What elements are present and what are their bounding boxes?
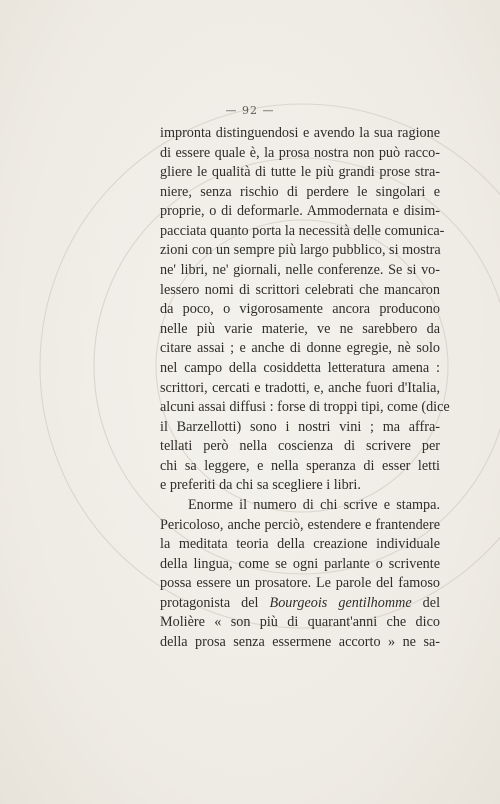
- text-line: chi sa leggere, e nella speranza di esser letti: [160, 457, 440, 474]
- text-line: della lingua, come se ogni parlante o scrivente: [160, 555, 440, 572]
- italic-title: Bourgeois gentilhomme: [269, 594, 412, 611]
- text-line: Molière « son più di quarant'anni che dico: [160, 614, 440, 631]
- text-line-with-italic: [160, 594, 440, 614]
- text-line: il Barzellotti) sono i nostri vini ; ma affra-: [160, 418, 440, 435]
- text-line: da poco, o vigorosamente ancora producono: [160, 301, 440, 318]
- text-line: Pericoloso, anche perciò, estendere e frantendere: [160, 516, 440, 533]
- text-line: lessero nomi di scrittori celebrati che mancaron: [160, 281, 440, 298]
- text-line: niere, senza rischio di perdere le singolari e: [160, 183, 440, 200]
- text-line: della prosa senza essermene accorto » ne sa-: [160, 634, 440, 651]
- text-line: pacciata quanto porta la necessità delle comunica-: [160, 222, 445, 239]
- text-line: di essere quale è, la prosa nostra non può racco-: [160, 144, 440, 161]
- text-line: e preferiti da chi sa scegliere i libri.: [160, 477, 361, 494]
- text-line: tellati però nella coscienza di scrivere per: [160, 438, 440, 455]
- text-line: nel campo della cosiddetta letteratura amena :: [160, 359, 440, 376]
- text-fragment: protagonista del: [160, 594, 259, 611]
- page-number: — 92 —: [225, 104, 275, 117]
- text-line: la meditata teoria della creazione individuale: [160, 536, 440, 553]
- text-line: proprie, o di deformarle. Ammodernata e disim-: [160, 203, 440, 220]
- text-line: citare assai ; e anche di donne egregie, nè solo: [160, 340, 440, 357]
- text-line: Enorme il numero di chi scrive e stampa.: [188, 496, 440, 513]
- text-line: possa essere un prosatore. Le parole del famoso: [160, 575, 440, 592]
- text-fragment: del: [422, 594, 441, 611]
- text-line: nelle più varie materie, ve ne sarebbero da: [160, 320, 440, 337]
- text-line: scrittori, cercati e tradotti, e, anche fuori d'Italia,: [160, 379, 440, 396]
- text-line: zioni con un sempre più largo pubblico, si mostra: [160, 242, 441, 259]
- text-line: gliere le qualità di tutte le più grandi prose stra-: [160, 164, 440, 181]
- body-text: [160, 124, 450, 653]
- text-line: ne' libri, ne' giornali, nelle conferenze. Se si vo-: [160, 262, 440, 279]
- text-line: impronta distinguendosi e avendo la sua ragione: [160, 125, 440, 141]
- text-line: alcuni assai diffusi : forse di troppi tipi, come (dice: [160, 399, 450, 416]
